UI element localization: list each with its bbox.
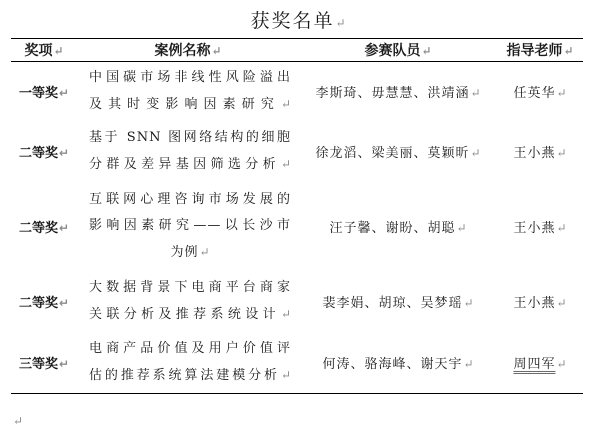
paragraph-mark-icon: ↵	[280, 157, 291, 171]
table-row	[11, 122, 583, 182]
case-name-line: 大数据背景下电商平台商家	[89, 280, 291, 295]
award-table	[11, 38, 583, 394]
case-name-line: 分群及差异基因筛选分析↵	[89, 157, 291, 172]
table-row	[11, 182, 583, 272]
paragraph-mark-icon: ↵	[280, 97, 291, 112]
paragraph-mark-icon: ↵	[58, 146, 70, 160]
prize-cell: 二等奖↵	[18, 296, 70, 311]
case-name-line: 基于 SNN 图网络结构的细胞	[89, 130, 291, 145]
paragraph-mark-icon: ↵	[470, 86, 481, 101]
paragraph-mark-icon: ↵	[280, 307, 291, 321]
case-name-line: 影响因素研究——以长沙市	[89, 218, 291, 233]
advisor-cell: 王小燕↵	[513, 296, 567, 311]
paragraph-mark-icon: ↵	[335, 16, 346, 30]
case-name-line: 互联网心理咨询市场发展的	[89, 192, 291, 207]
advisor-cell: 任英华↵	[513, 86, 567, 102]
paragraph-mark-icon: ↵	[58, 221, 70, 235]
team-cell: 裴李娟、胡琼、吴梦瑶↵	[322, 296, 474, 311]
paragraph-mark-icon: ↵	[53, 44, 64, 58]
advisor-cell: 王小燕↵	[513, 146, 567, 161]
team-cell: 李斯琦、毋慧慧、洪靖涵↵	[315, 86, 481, 102]
team-cell: 何涛、骆海峰、谢天宇↵	[299, 332, 497, 394]
paragraph-mark-icon: ↵	[58, 296, 70, 310]
paragraph-mark-icon: ↵	[58, 86, 70, 101]
case-name-line: 为例↵	[170, 245, 210, 260]
paragraph-mark-icon: ↵	[556, 221, 567, 235]
document-title: 获奖名单↵	[250, 10, 346, 32]
paragraph-mark-icon: ↵	[556, 86, 567, 101]
paragraph-mark-icon: ↵	[13, 414, 24, 428]
prize-cell: 二等奖↵	[18, 146, 70, 161]
table-header-row	[11, 39, 583, 62]
paragraph-mark-icon: ↵	[470, 146, 481, 160]
paragraph-mark-icon: ↵	[58, 356, 70, 371]
prize-cell: 二等奖↵	[18, 221, 70, 236]
paragraph-mark-icon: ↵	[421, 44, 432, 58]
case-name-cell	[77, 62, 299, 122]
table-row	[11, 332, 583, 394]
case-name-line: 中国碳市场非线性风险溢出	[89, 70, 291, 86]
paragraph-mark-icon: ↵	[556, 356, 567, 371]
paragraph-mark-icon: ↵	[556, 146, 567, 160]
advisor-cell: 周四军↵	[497, 332, 583, 394]
paragraph-mark-icon: ↵	[211, 44, 222, 58]
case-name-line: 关联分析及推荐系统设计↵	[89, 307, 291, 322]
paragraph-mark-icon: ↵	[463, 296, 474, 310]
case-name-line: 估的推荐系统算法建模分析↵	[89, 367, 291, 383]
case-name-cell	[77, 272, 299, 332]
paragraph-mark-icon: ↵	[199, 245, 210, 259]
case-name-cell	[77, 332, 299, 394]
case-name-line: 及其时变影响因素研究↵	[89, 97, 291, 113]
case-name-cell	[77, 182, 299, 272]
table-row	[11, 272, 583, 332]
advisor-cell: 王小燕↵	[513, 221, 567, 236]
header-case-name: 案例名称↵	[77, 39, 299, 62]
header-prize: 奖项↵	[11, 39, 77, 62]
team-cell: 汪子馨、谢盼、胡聪↵	[329, 221, 467, 236]
trailing-paragraph	[12, 410, 23, 429]
paragraph-mark-icon: ↵	[556, 296, 567, 310]
case-name-cell	[77, 122, 299, 182]
table-row	[11, 62, 583, 122]
prize-cell: 三等奖↵	[11, 332, 77, 394]
case-name-line: 电商产品价值及用户价值评	[89, 340, 291, 356]
header-advisor: 指导老师↵	[497, 39, 583, 62]
paragraph-mark-icon: ↵	[280, 367, 291, 382]
header-team-members: 参赛队员↵	[299, 39, 497, 62]
team-cell: 徐龙滔、梁美丽、莫颖昕↵	[315, 146, 481, 161]
paragraph-mark-icon: ↵	[563, 44, 574, 58]
prize-cell: 一等奖↵	[18, 86, 70, 102]
paragraph-mark-icon: ↵	[463, 356, 474, 371]
paragraph-mark-icon: ↵	[456, 221, 467, 235]
